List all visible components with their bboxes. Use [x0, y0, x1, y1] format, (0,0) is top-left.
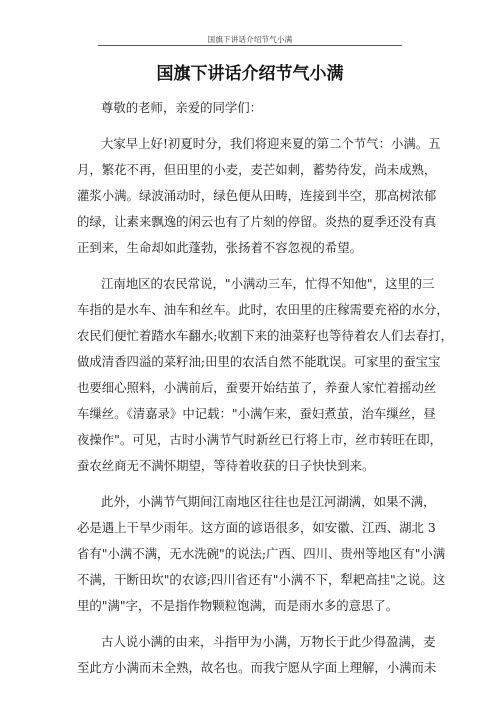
text-line: 江南地区的农民常说，"小满动三车，忙得不知他"，这里的三	[101, 276, 435, 291]
text-line: 农民们便忙着踏水车翻水;收割下来的油菜籽也等待着农人们去春打，	[77, 328, 453, 343]
text-line: 也要细心照料，小满前后，蚕要开始结茧了，养蚕人家忙着摇动丝	[77, 380, 437, 395]
text-line: 省有"小满不满，无水洗碗"的说法;广西、四川、贵州等地区有"小满	[77, 546, 446, 561]
paragraph-2	[77, 271, 453, 479]
text-line: 做成清香四溢的菜籽油;田里的农活自然不能耽误。可家里的蚕宝宝	[77, 354, 441, 369]
salutation: 尊敬的老师，亲爱的同学们：	[101, 100, 263, 115]
text-line: 至此方小满而未全熟，故名也。而我宁愿从字面上理解，小满而未	[77, 660, 437, 675]
text-line: 夜操作"。可见，古时小满节气时新丝已行将上市，丝市转旺在即，	[77, 432, 443, 447]
running-header	[98, 0, 402, 46]
text-line: 不满，干断田坎"的农谚;四川省还有"小满不下，犁耙高挂"之说。这	[77, 572, 446, 587]
paragraph-4	[77, 629, 437, 681]
text-line: 大家早上好!初夏时分，我们将迎来夏的第二个节气：小满。五	[101, 136, 441, 151]
text-line: 正到来，生命却如此蓬勃，张扬着不容忽视的希望。	[77, 240, 362, 255]
paragraph-1	[77, 131, 441, 261]
text-line: 灌浆小满。绿波涌动时，绿色便从田畴，连接到半空，那高树浓郁	[77, 188, 437, 203]
text-line: 此外，小满节气期间江南地区往往也是江河湖满，如果不满，	[101, 494, 436, 509]
text-line: 的绿，让素来飘逸的闲云也有了片刻的停留。炎热的夏季还没有真	[77, 214, 437, 229]
text-line: 车指的是水车、油车和丝车。此时，农田里的庄稼需要充裕的水分，	[77, 302, 449, 317]
text-line: 里的"满"字，不是指作物颗粒饱满，而是雨水多的意思了。	[77, 598, 399, 613]
text-line: 古人说小满的由来，斗指甲为小满，万物长于此少得盈满，麦	[101, 634, 436, 649]
running-header-title: 国旗下讲话介绍节气小满	[207, 35, 293, 44]
document-title: 国旗下讲话介绍节气小满	[156, 64, 344, 84]
document-body	[77, 95, 453, 681]
text-line: 车缫丝。《清嘉录》中记载："小满乍来，蚕妇煮茧，治车缫丝，昼	[77, 406, 436, 421]
text-line: 月，繁花不再，但田里的小麦，麦芒如刺，蓄势待发，尚未成熟，	[77, 162, 437, 177]
text-line: 蚕农丝商无不满怀期望，等待着收获的日子快快到来。	[77, 458, 375, 473]
text-line: 必是遇上干旱少雨年。这方面的谚语很多，如安徽、江西、湖北 3	[77, 520, 436, 535]
paragraph-3	[77, 489, 446, 619]
